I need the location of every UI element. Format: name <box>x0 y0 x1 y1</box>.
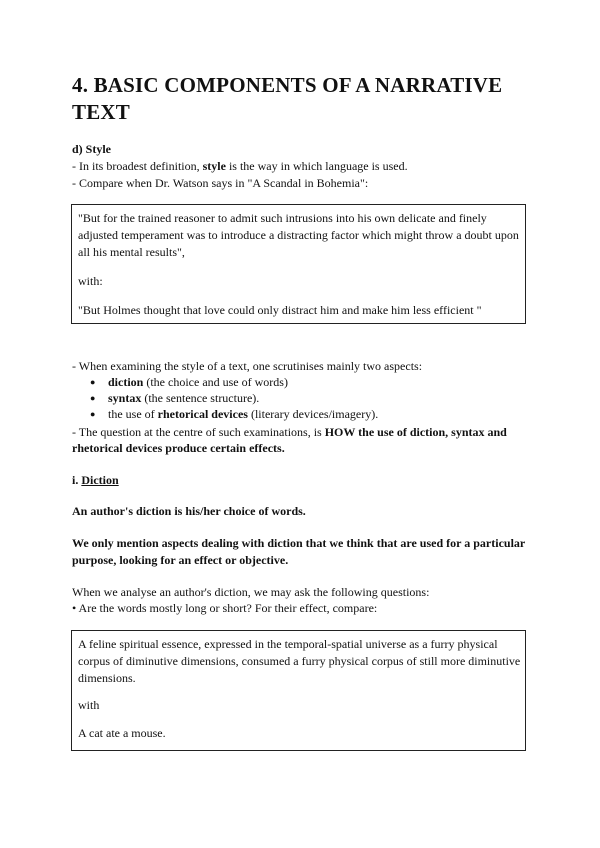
analyse-line: When we analyse an author's diction, we may ask the following questions: <box>72 585 430 599</box>
quote-original: "But for the trained reasoner to admit such intrusions into his own delicate and finely adjusted temperament was to introduce a distracting factor which might throw a doubt upon all his mental results", <box>78 211 519 259</box>
quote-box <box>71 204 526 324</box>
aspects-intro: - When examining the style of a text, one scrutinises mainly two aspects: <box>72 359 423 373</box>
diction-definition: An author's diction is his/her choice of words. <box>72 504 306 518</box>
quote-with: with: <box>78 274 103 288</box>
style-definition <box>72 158 408 174</box>
style-subheading: d) Style <box>72 142 111 156</box>
aspect-desc: (the sentence structure). <box>141 391 260 405</box>
diction-label: Diction <box>81 473 119 487</box>
aspect-desc: (the choice and use of words) <box>143 375 288 389</box>
diction-heading <box>72 472 119 488</box>
page-title: 4. BASIC COMPONENTS OF A NARRATIVE TEXT <box>72 73 503 124</box>
example-long: A feline spiritual essence, expressed in the temporal-spatial universe as a furry physical corpus of diminutive dimensions, consumed a furry physical corpus of still more diminutive dimensions. <box>78 637 521 685</box>
central-question-bold: HOW the use of diction, syntax and <box>324 425 507 439</box>
list-item <box>72 374 378 390</box>
diction-question-1: • Are the words mostly long or short? For their effect, compare: <box>72 601 378 615</box>
aspect-term: rhetorical devices <box>157 407 248 421</box>
quote-paraphrase: "But Holmes thought that love could only distract him and make him less efficient " <box>78 303 482 317</box>
style-definition-suffix: is the way in which language is used. <box>225 159 408 173</box>
example-box <box>71 630 526 751</box>
list-item <box>72 406 378 422</box>
list-item <box>72 390 378 406</box>
diction-number: i. <box>72 473 82 487</box>
style-term: style <box>202 159 226 173</box>
central-question-prefix: - The question at the centre of such examinations, is <box>72 425 325 439</box>
example-with: with <box>78 698 100 712</box>
central-question <box>72 424 507 440</box>
style-definition-prefix: - In its broadest definition, <box>72 159 203 173</box>
central-question-bold-continued: rhetorical devices produce certain effects. <box>72 441 285 455</box>
example-short: A cat ate a mouse. <box>78 726 166 740</box>
aspect-term: diction <box>108 375 144 389</box>
aspect-prefix: the use of <box>108 407 158 421</box>
diction-mention: We only mention aspects dealing with diction that we think that are used for a particular purpose, looking for an effect or objective. <box>72 536 526 567</box>
aspect-term: syntax <box>108 391 142 405</box>
aspect-desc: (literary devices/imagery). <box>247 407 379 421</box>
aspects-list <box>72 374 378 422</box>
compare-line: - Compare when Dr. Watson says in "A Scandal in Bohemia": <box>72 176 369 190</box>
